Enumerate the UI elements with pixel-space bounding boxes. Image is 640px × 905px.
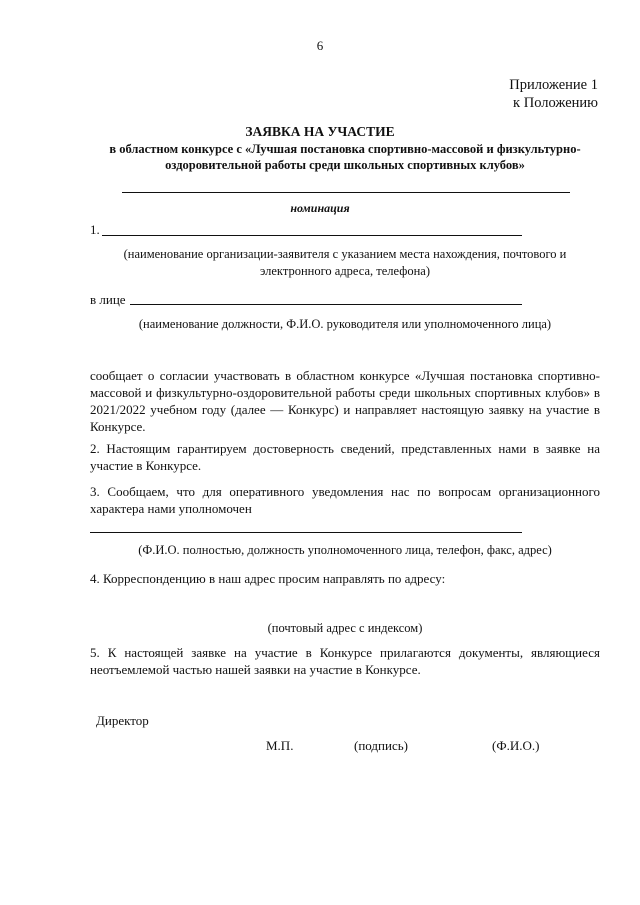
authorized-person-caption: (Ф.И.О. полностью, должность уполномоченного лица, телефон, факс, адрес) <box>138 543 552 557</box>
signature-role: Директор <box>96 713 149 728</box>
paragraph-3: 3. Сообщаем, что для оперативного уведомления нас по вопросам организационного характера нами уполномочен <box>90 484 600 516</box>
appendix-note <box>509 76 598 112</box>
paragraph-2: 2. Настоящим гарантируем достоверность сведений, представленных нами в заявке на участие в Конкурсе. <box>90 441 600 473</box>
in-person-label: в лице <box>90 292 126 307</box>
authorized-person-line[interactable] <box>90 532 522 533</box>
in-person-caption: (наименование должности, Ф.И.О. руководителя или уполномоченного лица) <box>138 317 552 331</box>
field-1-number: 1. <box>90 222 100 237</box>
nomination-label: номинация <box>290 201 350 215</box>
consent-paragraph: сообщает о согласии участвовать в областном конкурсе «Лучшая постановка спортивно-массовой и физкультурно-оздоровительной работы среди школьных спортивных клубов» в 2021/2022 учебном году (далее — Конкурс) и направляет настоящую заявку на участие в Конкурсе. <box>90 368 600 434</box>
paragraph-4: 4. Корреспонденцию в наш адрес просим направлять по адресу: <box>90 571 446 586</box>
appendix-line-1: Приложение 1 <box>509 77 598 93</box>
document-title: ЗАЯВКА НА УЧАСТИЕ <box>245 124 395 139</box>
stamp-placeholder: М.П. <box>266 738 294 753</box>
postal-address-caption: (почтовый адрес с индексом) <box>267 621 423 635</box>
name-placeholder: (Ф.И.О.) <box>492 738 540 753</box>
field-1-caption: (наименование организации-заявителя с указанием места нахождения, почтового и электронного адреса, телефона) <box>123 247 567 278</box>
document-subtitle: в областном конкурсе с «Лучшая постановка спортивно-массовой и физкультурно-оздоровительной работы среди школьных спортивных клубов» <box>109 142 581 172</box>
paragraph-5: 5. К настоящей заявке на участие в Конкурсе прилагаются документы, являющиеся неотъемлемой частью нашей заявки на участие в Конкурсе. <box>90 645 600 677</box>
page-number: 6 <box>316 38 324 53</box>
nomination-line <box>122 192 570 193</box>
field-1-line[interactable] <box>102 235 522 236</box>
signature-placeholder: (подпись) <box>354 738 408 753</box>
in-person-line[interactable] <box>130 304 522 305</box>
appendix-line-2: к Положению <box>513 95 598 111</box>
